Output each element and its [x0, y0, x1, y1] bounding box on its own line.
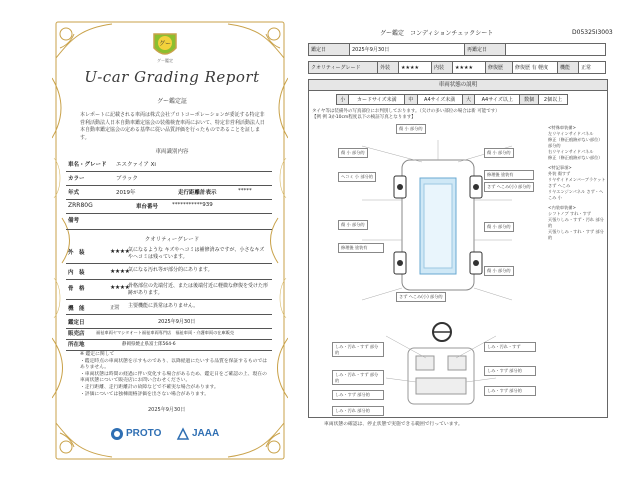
location-label: 所在地: [68, 342, 85, 348]
damage-label-side: 修理後 塗装有: [338, 243, 384, 253]
grade-stars: ★★★★: [110, 284, 130, 291]
svg-text:グー: グー: [158, 40, 172, 48]
dealer-value: 福祉車両ヤマシタオート福祉車両専門店 福祉車両・介護車両の在庫販売: [96, 330, 235, 335]
note-item: ・走行距離、走行距離計の故障などで不確実な場合があります。: [80, 384, 219, 390]
certificate-intro: 本レポートに記載される車両は株式会社プロトコーポレーションが委託する特定非営利活動法人日本自動車鑑定協会の装備検査車両において、特定非営利活動法人日本自動車鑑定協会の定める基準に従い品質評価を行ったものであることを証します。: [80, 112, 265, 141]
panel-line: さず ヘこみ: [548, 183, 571, 188]
chassis-label: 車台番号: [136, 204, 159, 210]
dealer-row: [66, 329, 272, 340]
mileage-value: *****: [238, 188, 252, 194]
appraisal-date-value: 2025年9月30日: [350, 44, 465, 56]
year-value: 2019年: [116, 190, 136, 196]
certificate-notes: [80, 352, 270, 398]
certificate-footer-date: 2025年9月30日: [148, 407, 186, 413]
notes-title: ※ 鑑定に関して: [80, 352, 115, 357]
type-value: ZRR80G: [68, 202, 93, 209]
type-row: [66, 199, 272, 214]
appraisal-date-label: 鑑定日: [309, 44, 350, 56]
panel-line: リヤサイドメンバーブラケット: [548, 177, 606, 182]
panel-line: <特記事項>: [548, 165, 572, 170]
sheet-bottom-note: 車両状態の確認は、停止状態で実施できる範囲で行っています。: [324, 422, 463, 427]
damage-label-side: 修理後 塗装有: [484, 170, 534, 180]
panel-line: 外装 傷すず: [548, 171, 571, 176]
grade-row-frame: [66, 280, 272, 300]
repair-value: 修復歴 有 軽度: [513, 62, 558, 74]
year-row: [66, 185, 272, 200]
interior-label: しみ・すず 部分的: [484, 386, 536, 396]
legend-cell: カードサイズ未満: [349, 95, 405, 105]
appraisal-label: 鑑定日: [68, 320, 85, 326]
damage-label-side: 傷 小 部分的: [338, 220, 368, 230]
color-row: [66, 171, 272, 186]
proto-logo-icon: [110, 427, 124, 441]
interior-label: しみ・汚れ・すず 部分的: [332, 370, 384, 385]
note-item: ・評価については独棟規格評価を出さない場合があります。: [80, 391, 210, 397]
legend-cell: 数個: [520, 95, 539, 105]
panel-line: <特殊車装備>: [548, 125, 576, 130]
color-value: ブラック: [116, 176, 138, 182]
grade-stars: ★★★★: [110, 268, 130, 275]
exterior-label: 外装: [378, 62, 399, 74]
panel-line: 部分的: [548, 143, 561, 148]
damage-label-side: ヘコミ 小 部分的: [338, 172, 376, 182]
special-notes-panel: [548, 125, 606, 241]
sheet-grade-table: [308, 61, 606, 74]
panel-line: 右リヤインサイドパネル: [548, 149, 594, 154]
model-value: エスクァイア Xi: [116, 162, 156, 168]
grade-label: 内 装: [68, 270, 85, 276]
damage-label-side: さず ヘこみ(小) 部分的: [484, 182, 534, 192]
interior-label: しみ・汚れ 部分的: [332, 406, 384, 416]
quality-grade-label: クオリティーグレード: [309, 62, 378, 74]
panel-line: シフトノブ すれ・すず: [548, 211, 591, 216]
damage-label-side: 傷 小 部分的: [484, 222, 514, 232]
footer-logos: [110, 425, 240, 445]
interior-label: しみ・汚れ・すず: [484, 342, 536, 352]
panel-line: 天張りしみ・すず・汚れ 部分的: [548, 217, 604, 228]
proto-logo-text: PROTO: [126, 428, 162, 439]
interior-label: 内装: [432, 62, 453, 74]
grade-desc: 気になるような キズやヘコミは補修済みですが、小さなキズやヘコミは残っています。: [128, 247, 265, 260]
sheet-date-table: [308, 43, 606, 56]
grade-desc: 主要機能に異常はありません。: [128, 303, 199, 309]
repair-label: 修復歴: [486, 62, 513, 74]
grade-section-title: クオリティーグレード: [144, 237, 200, 243]
function-label: 機能: [558, 62, 579, 74]
panel-line: 天張りしみ・すれ・すず 部分的: [548, 229, 604, 240]
year-label: 年式: [68, 190, 80, 196]
grade-value: 正常: [110, 305, 120, 311]
jaaa-logo-text: JAAA: [192, 428, 220, 439]
reappraisal-value: [506, 44, 606, 56]
goo-appraisal-badge-icon: [150, 30, 180, 60]
interior-label: しみ・すず 部分的: [484, 366, 536, 376]
grade-desc: 骨格部位の先端付近、または後端付近に軽微な修復を受けた形跡があります。: [128, 283, 269, 296]
color-label: カラー: [68, 176, 85, 182]
grade-desc: 気になる汚れ等が部分的にあります。: [128, 267, 213, 273]
grade-stars: ★★★★: [110, 248, 130, 255]
grade-label: 機 能: [68, 306, 85, 312]
grade-label: 外 装: [68, 250, 85, 256]
reappraisal-label: 再鑑定日: [465, 44, 506, 56]
certificate-subtitle: グー鑑定証: [156, 98, 187, 105]
panel-line: 修正（修正痕跡がない部位）: [548, 155, 603, 160]
note-item: ・鑑定時点の車両状態を示すものであり、以降経過にたいする品質を保証するものではありません。: [80, 358, 268, 371]
grade-row-function: [66, 300, 272, 315]
badge-caption: グー鑑定: [157, 58, 173, 63]
appraisal-row: [66, 318, 272, 329]
notes-row: [66, 213, 272, 230]
legend-cell: 中: [405, 95, 417, 105]
chassis-value: ***********939: [172, 202, 213, 208]
size-legend-table: [336, 94, 568, 105]
model-row: [66, 157, 272, 172]
appraisal-value: 2025年9月30日: [158, 319, 196, 325]
panel-line: 左リヤインサイドパネル: [548, 131, 594, 136]
legend-note-1: タイヤ等は装備外の写真部位にお判別しております。（欠けの多い部位の場合は新 可能です）: [312, 109, 500, 114]
damage-label-top-3: 傷 小 部分的: [484, 148, 514, 158]
dealer-label: 販売店: [68, 331, 85, 337]
location-row: [66, 340, 272, 351]
legend-cell: 2個以上: [539, 95, 568, 105]
location-value: 静岡県焼止県富士郎564-6: [122, 342, 176, 347]
grade-label: 骨 格: [68, 286, 85, 292]
legend-note-2: 【例 例 3か10cm程度以下の検証写真となります】: [312, 115, 416, 120]
notes-label: 備考: [68, 218, 80, 224]
legend-cell: 大: [462, 95, 474, 105]
grade-row-interior: [66, 264, 272, 280]
panel-line: リヤエンジンパネル さず・ヘこみ 小: [548, 189, 604, 200]
legend-cell: A4サイズ未満: [417, 95, 462, 105]
interior-stars: ★★★★: [453, 62, 486, 74]
interior-label: しみ・汚れ・すず 部分的: [332, 342, 384, 357]
interior-label: しみ・すず 部分的: [332, 390, 384, 400]
jaaa-logo-icon: [176, 427, 190, 441]
interior-diagram: [386, 318, 496, 406]
vehicle-status-header: 車両状態の説明: [308, 79, 608, 91]
legend-cell: 小: [337, 95, 349, 105]
function-value: 正常: [579, 62, 606, 74]
panel-line: 修正（修正痕跡がない部位）: [548, 137, 603, 142]
exterior-stars: ★★★★: [399, 62, 432, 74]
model-label: 車名・グレード: [68, 162, 107, 168]
vehicle-section-title: 車両識別内容: [155, 149, 189, 155]
damage-label-rear: さず ヘこみ(小) 部分的: [396, 292, 446, 302]
sheet-title: グー鑑定 コンディションチェックシート: [380, 30, 494, 37]
sheet-code: D05325I3003: [572, 29, 613, 36]
mileage-label: 走行距離計表示: [178, 190, 217, 196]
panel-line: <内装車装備>: [548, 205, 576, 210]
damage-label-top-1: 傷 小 部分的: [396, 124, 426, 134]
damage-label-top-2: 傷 小 部分的: [338, 148, 368, 158]
certificate-title: U-car Grading Report: [84, 68, 260, 86]
damage-label-side: 傷 小 部分的: [484, 266, 514, 276]
legend-cell: A4サイズ以上: [475, 95, 520, 105]
note-item: ・車両状態は時間の経過に伴い変化する場合があるため、鑑定日をご確認の上、現在の車両状態について販売店にお問い合わせください。: [80, 371, 267, 384]
grade-row-exterior: [66, 244, 272, 264]
